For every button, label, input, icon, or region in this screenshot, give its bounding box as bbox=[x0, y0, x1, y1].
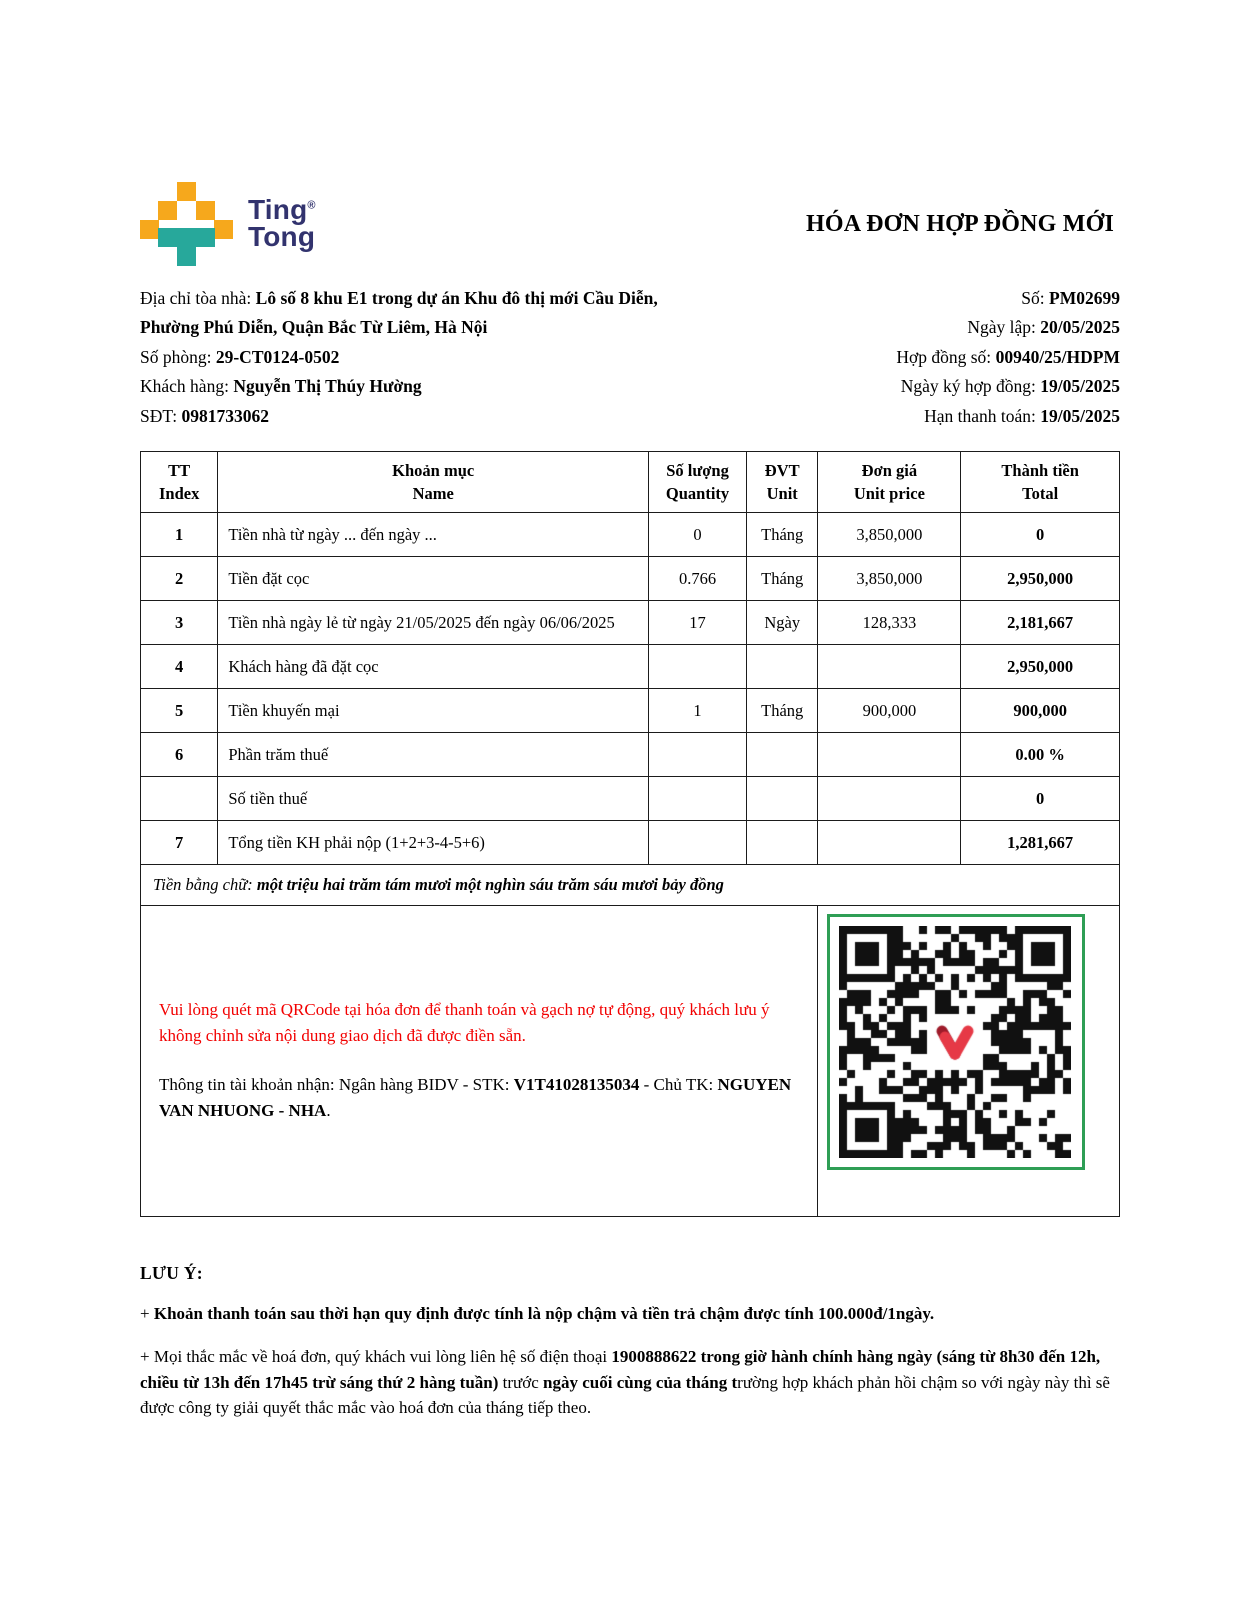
cell-name: Tiền nhà từ ngày ... đến ngày ... bbox=[218, 513, 649, 557]
cell-unit: Tháng bbox=[746, 513, 817, 557]
table-row bbox=[141, 557, 1120, 601]
cell-index: 5 bbox=[141, 689, 218, 733]
cell-unit bbox=[746, 733, 817, 777]
table-row bbox=[141, 513, 1120, 557]
cell-total: 2,181,667 bbox=[961, 601, 1120, 645]
contract-number-line: Hợp đồng số: 00940/25/HDPM bbox=[896, 346, 1120, 367]
cell-index: 4 bbox=[141, 645, 218, 689]
cell-name: Tiền nhà ngày lẻ từ ngày 21/05/2025 đến ngày 06/06/2025 bbox=[218, 601, 649, 645]
room-number-line: Số phòng: 29-CT0124-0502 bbox=[140, 346, 340, 367]
cell-index bbox=[141, 777, 218, 821]
invoice-header bbox=[140, 176, 1120, 272]
cell-unit: Ngày bbox=[746, 601, 817, 645]
cell-index: 1 bbox=[141, 513, 218, 557]
qr-section-row bbox=[141, 905, 1120, 1216]
cell-unit-price: 900,000 bbox=[818, 689, 961, 733]
issue-date-line: Ngày lập: 20/05/2025 bbox=[967, 317, 1120, 338]
tingtong-logo-icon bbox=[140, 182, 232, 266]
tingtong-logo bbox=[140, 182, 316, 266]
amount-in-words: Tiền bằng chữ: một triệu hai trăm tám mươi một nghìn sáu trăm sáu mươi bảy đồng bbox=[141, 865, 1120, 906]
col-header-quantity: Số lượng Quantity bbox=[649, 451, 747, 512]
cell-name: Tổng tiền KH phải nộp (1+2+3-4-5+6) bbox=[218, 821, 649, 865]
table-row bbox=[141, 821, 1120, 865]
contract-info bbox=[688, 284, 1120, 431]
cell-total: 2,950,000 bbox=[961, 645, 1120, 689]
cell-name: Tiền đặt cọc bbox=[218, 557, 649, 601]
invoice-table-footer bbox=[141, 865, 1120, 1217]
table-row bbox=[141, 733, 1120, 777]
cell-total: 0.00 % bbox=[961, 733, 1120, 777]
payment-qr-code bbox=[839, 926, 1071, 1158]
col-header-name: Khoản mục Name bbox=[218, 451, 649, 512]
cell-total: 2,950,000 bbox=[961, 557, 1120, 601]
cell-unit-price bbox=[818, 777, 961, 821]
table-row bbox=[141, 645, 1120, 689]
cell-total: 1,281,667 bbox=[961, 821, 1120, 865]
cell-quantity bbox=[649, 645, 747, 689]
cell-unit-price: 3,850,000 bbox=[818, 557, 961, 601]
invoice-table-head bbox=[141, 451, 1120, 512]
customer-name-line: Khách hàng: Nguyễn Thị Thúy Hường bbox=[140, 376, 422, 397]
cell-total: 0 bbox=[961, 513, 1120, 557]
notes-heading: LƯU Ý: bbox=[140, 1262, 203, 1283]
note-contact: + Mọi thắc mắc về hoá đơn, quý khách vui lòng liên hệ số điện thoại 1900888622 trong giờ hành chính hàng ngày (sáng từ 8h30 đến 12h, chiều từ 13h đến 17h45 trừ sáng thứ 2 hàng tuần) trước ngày cuối cùng của tháng trường hợp khách phản hồi chậm so với ngày này thì sẽ được công ty giải quyết thắc mắc vào hoá đơn của tháng tiếp theo. bbox=[140, 1346, 1110, 1418]
table-row bbox=[141, 777, 1120, 821]
invoice-number-line: Số: PM02699 bbox=[1021, 288, 1120, 308]
cell-unit-price bbox=[818, 733, 961, 777]
cell-index: 6 bbox=[141, 733, 218, 777]
cell-unit-price: 3,850,000 bbox=[818, 513, 961, 557]
notes-section bbox=[140, 1263, 1120, 1421]
cell-quantity: 1 bbox=[649, 689, 747, 733]
cell-unit: Tháng bbox=[746, 557, 817, 601]
cell-index: 3 bbox=[141, 601, 218, 645]
building-address-line: Địa chỉ tòa nhà: Lô số 8 khu E1 trong dự án Khu đô thị mới Cầu Diễn, Phường Phú Diễn, Quận Bắc Từ Liêm, Hà Nội bbox=[140, 288, 658, 338]
account-info: Thông tin tài khoản nhận: Ngân hàng BIDV - STK: V1T41028135034 - Chủ TK: NGUYEN VAN NHUONG - NHA. bbox=[159, 1075, 792, 1121]
logo-wordmark: Ting® Tong bbox=[248, 194, 316, 252]
cell-name: Số tiền thuế bbox=[218, 777, 649, 821]
table-row bbox=[141, 601, 1120, 645]
col-header-unit-price: Đơn giá Unit price bbox=[818, 451, 961, 512]
invoice-title: HÓA ĐƠN HỢP ĐỒNG MỚI bbox=[805, 210, 1114, 237]
cell-unit-price bbox=[818, 821, 961, 865]
cell-quantity bbox=[649, 821, 747, 865]
payment-due-line: Hạn thanh toán: 19/05/2025 bbox=[924, 405, 1120, 426]
cell-quantity: 0 bbox=[649, 513, 747, 557]
qr-code-cell bbox=[818, 905, 1120, 1216]
cell-unit bbox=[746, 821, 817, 865]
cell-quantity: 0.766 bbox=[649, 557, 747, 601]
cell-index: 7 bbox=[141, 821, 218, 865]
cell-name: Tiền khuyến mại bbox=[218, 689, 649, 733]
amount-in-words-row bbox=[141, 865, 1120, 906]
invoice-content bbox=[140, 176, 1120, 1421]
col-header-unit: ĐVT Unit bbox=[746, 451, 817, 512]
cell-total: 0 bbox=[961, 777, 1120, 821]
payment-instructions-cell bbox=[141, 905, 818, 1216]
cell-quantity bbox=[649, 733, 747, 777]
cell-unit bbox=[746, 645, 817, 689]
note-late-payment: + Khoản thanh toán sau thời hạn quy định được tính là nộp chậm và tiền trả chậm được tính 100.000đ/1ngày. bbox=[140, 1303, 935, 1323]
col-header-total: Thành tiền Total bbox=[961, 451, 1120, 512]
cell-quantity: 17 bbox=[649, 601, 747, 645]
qr-code-frame bbox=[827, 914, 1085, 1170]
cell-quantity bbox=[649, 777, 747, 821]
cell-unit-price bbox=[818, 645, 961, 689]
contract-sign-date-line: Ngày ký hợp đồng: 19/05/2025 bbox=[900, 376, 1120, 397]
invoice-table bbox=[140, 451, 1120, 1217]
invoice-info bbox=[140, 284, 1120, 431]
cell-total: 900,000 bbox=[961, 689, 1120, 733]
qr-payment-notice: Vui lòng quét mã QRCode tại hóa đơn để thanh toán và gạch nợ tự động, quý khách lưu ý không chỉnh sửa nội dung giao dịch đã được điền sẵn. bbox=[159, 1000, 770, 1045]
cell-unit-price: 128,333 bbox=[818, 601, 961, 645]
registered-mark: ® bbox=[307, 200, 316, 213]
cell-unit bbox=[746, 777, 817, 821]
cell-name: Phần trăm thuế bbox=[218, 733, 649, 777]
table-row bbox=[141, 689, 1120, 733]
invoice-table-body bbox=[141, 513, 1120, 865]
cell-name: Khách hàng đã đặt cọc bbox=[218, 645, 649, 689]
customer-info bbox=[140, 284, 688, 431]
cell-index: 2 bbox=[141, 557, 218, 601]
phone-line: SĐT: 0981733062 bbox=[140, 405, 269, 426]
col-header-index: TT Index bbox=[141, 451, 218, 512]
cell-unit: Tháng bbox=[746, 689, 817, 733]
